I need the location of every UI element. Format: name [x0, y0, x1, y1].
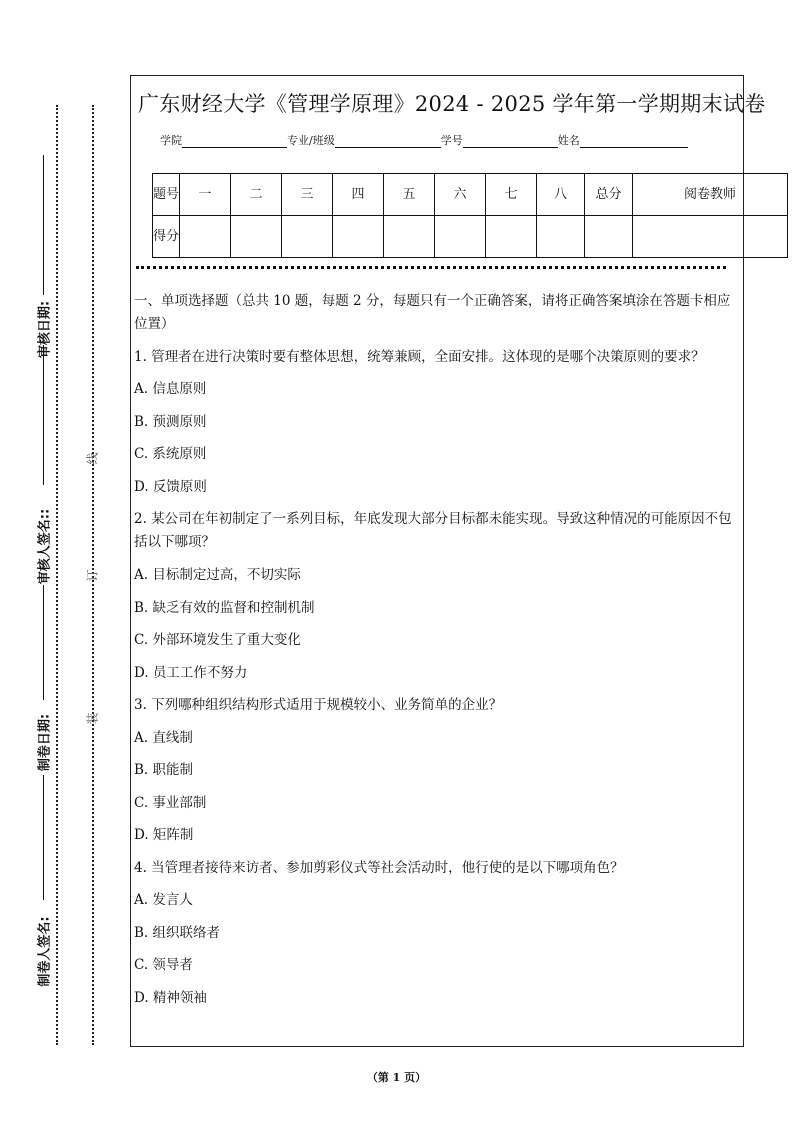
field-label: 学号	[440, 134, 463, 147]
option: D. 矩阵制	[134, 827, 194, 844]
score-cell[interactable]	[231, 216, 282, 258]
score-cell[interactable]	[435, 216, 486, 258]
option: A. 目标制定过高，不切实际	[134, 567, 301, 584]
score-cell[interactable]	[384, 216, 435, 258]
signature-line	[43, 775, 44, 900]
row-label: 得分	[153, 216, 180, 258]
option: B. 组织联络者	[134, 924, 221, 941]
binding-mark: 线	[85, 452, 100, 465]
signature-line	[43, 155, 44, 295]
column-header: 二	[231, 174, 282, 216]
question-stem: 3. 下列哪种组织结构形式适用于规模较小、业务简单的企业？	[134, 697, 503, 714]
score-cell[interactable]	[180, 216, 231, 258]
option: C. 系统原则	[134, 446, 207, 463]
column-header: 八	[537, 174, 585, 216]
review-date-label: 审核日期:	[37, 300, 53, 359]
page-number: （第 1 页）	[366, 1071, 427, 1084]
signature-line	[43, 345, 44, 485]
column-header: 一	[180, 174, 231, 216]
major-class-field[interactable]	[335, 135, 441, 148]
score-cell[interactable]	[333, 216, 384, 258]
binding-mark: 装	[85, 712, 100, 725]
binding-line-outer	[56, 105, 58, 1045]
column-header: 三	[282, 174, 333, 216]
page-title: 广东财经大学《管理学原理》2024 - 2025 学年第一学期期末试卷	[138, 92, 766, 116]
question-stem: 1. 管理者在进行决策时要有整体思想，统筹兼顾，全面安排。这体现的是哪个决策原则的要求？	[134, 348, 705, 365]
option: B. 缺乏有效的监督和控制机制	[134, 599, 315, 616]
option: A. 信息原则	[134, 381, 207, 398]
score-cell[interactable]	[633, 216, 788, 258]
score-cell[interactable]	[537, 216, 585, 258]
column-header: 五	[384, 174, 435, 216]
option: C. 事业部制	[134, 794, 207, 811]
field-label: 专业/班级	[287, 134, 335, 147]
signature-line	[43, 585, 44, 700]
field-label: 学院	[160, 134, 182, 147]
reviewer-signature-label: 审核人签名::	[37, 508, 53, 585]
score-cell[interactable]	[486, 216, 537, 258]
column-header: 七	[486, 174, 537, 216]
field-label: 姓名	[557, 134, 580, 147]
option: D. 精神领袖	[134, 989, 207, 1006]
student-id-field[interactable]	[463, 135, 558, 148]
score-table	[152, 173, 788, 258]
column-header: 四	[333, 174, 384, 216]
question-stem: 4. 当管理者接待来访者、参加剪彩仪式等社会活动时，他行使的是以下哪项角色？	[134, 859, 624, 876]
college-field[interactable]	[182, 135, 287, 148]
row-label: 题号	[153, 174, 180, 216]
option: B. 职能制	[134, 762, 194, 779]
option: C. 外部环境发生了重大变化	[134, 632, 301, 649]
option: A. 直线制	[134, 729, 193, 746]
questions	[134, 290, 742, 1019]
preparer-signature-label: 制卷人签名:	[37, 916, 53, 987]
divider	[136, 266, 726, 269]
name-field[interactable]	[580, 135, 688, 148]
option: B. 预测原则	[134, 413, 207, 430]
section-heading: 一、单项选择题（总共 10 题，每题 2 分，每题只有一个正确答案，请将正确答案填涂在答题卡相应位置）	[134, 293, 731, 332]
score-cell[interactable]	[282, 216, 333, 258]
binding-mark: 订	[85, 569, 100, 582]
prepare-date-label: 制卷日期:	[37, 713, 53, 772]
column-header: 阅卷教师	[633, 174, 788, 216]
question-stem: 2. 某公司在年初制定了一系列目标，年底发现大部分目标都未能实现。导致这种情况的可能原因不包括以下哪项？	[134, 511, 732, 551]
option: D. 反馈原则	[134, 478, 207, 495]
student-info	[160, 132, 688, 148]
option: D. 员工工作不努力	[134, 664, 248, 681]
score-cell[interactable]	[585, 216, 633, 258]
column-header: 总分	[585, 174, 633, 216]
column-header: 六	[435, 174, 486, 216]
option: A. 发言人	[134, 892, 193, 909]
option: C. 领导者	[134, 957, 193, 974]
